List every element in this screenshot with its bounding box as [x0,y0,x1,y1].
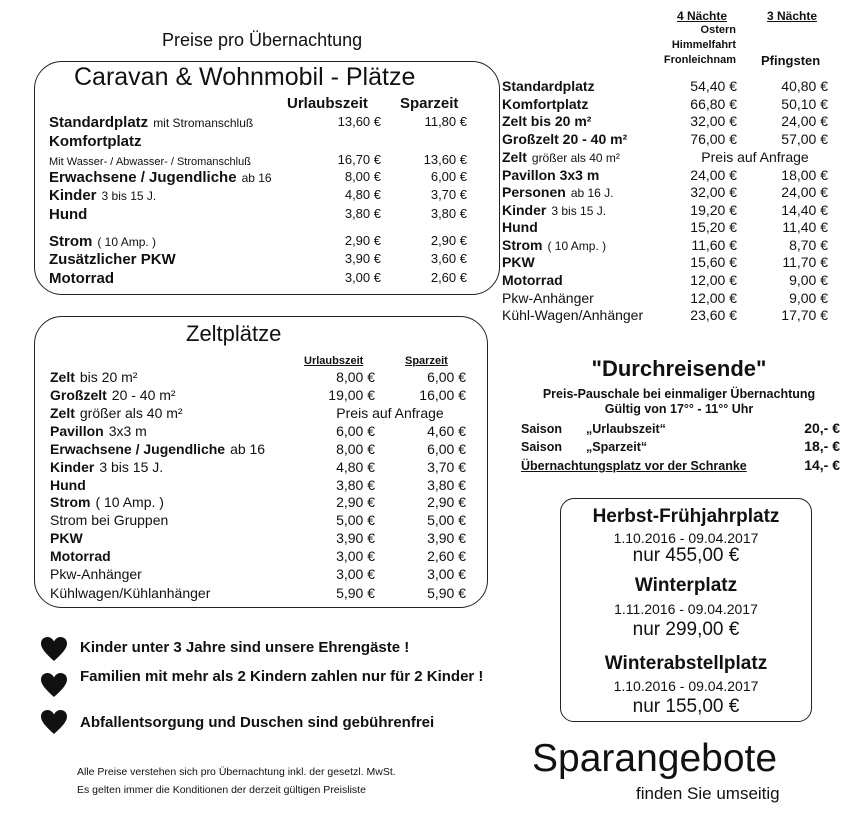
row-sublabel: Pkw-Anhänger [50,566,142,582]
row-sublabel: 20 - 40 m² [111,387,176,403]
row-label: Strom [49,233,93,250]
caravan-row [49,233,156,250]
sparangebote-title: Sparangebote [532,737,778,780]
price-col1: 8,00 € [344,169,381,184]
price-col1: 19,20 € [690,202,737,218]
row-label: Hund [49,206,88,223]
price-col2: 6,00 € [427,369,466,385]
caravan-col-sparzeit: Sparzeit [400,95,459,112]
row-label: Kinder [49,187,97,204]
row-label: Komfortplatz [49,133,142,150]
price-col2: 57,00 € [781,131,828,147]
zelt-row [50,441,265,457]
price-col2: 8,70 € [789,237,828,253]
row-sublabel: 3 bis 15 J. [99,459,164,475]
row-label: Zusätzlicher PKW [49,251,176,268]
price-col1: 13,60 € [337,114,381,129]
price-col1: 3,90 € [336,530,375,546]
zelt-row [50,566,142,582]
price-col1: 32,00 € [690,184,737,200]
package-row [502,202,606,218]
package-row [502,131,627,147]
price-col1: 4,80 € [336,459,375,475]
price-col1: 6,00 € [336,423,375,439]
zelt-row [50,512,168,528]
price-col1: 76,00 € [690,131,737,147]
row-sublabel: Kühlwagen/Kühlanhänger [50,585,211,601]
price-col2: 9,00 € [789,272,828,288]
durch-season-name: „Sparzeit“ [586,440,648,454]
heart-icon [40,636,68,662]
package-row [502,113,591,129]
durch-season-label: Saison [521,440,562,454]
row-label: Personen [502,184,566,200]
price-on-request: Preis auf Anfrage [701,149,809,165]
price-col2: 14,40 € [781,202,828,218]
winter-offer-price: nur 299,00 € [632,619,740,640]
price-col1: 3,00 € [336,566,375,582]
row-sublabel: ( 10 Amp. ) [547,239,607,253]
caravan-row [49,251,176,268]
price-col2: 3,80 € [430,206,467,221]
price-col2: 11,40 € [782,219,828,235]
price-col1: 16,70 € [337,152,381,167]
zelt-title: Zeltplätze [186,321,282,346]
zelt-row [50,387,176,403]
price-col2: 9,00 € [789,290,828,306]
zelt-row [50,548,111,564]
row-label: PKW [50,530,83,546]
caravan-row [49,206,87,223]
winter-offer-dates: 1.10.2016 - 09.04.2017 [613,678,759,694]
row-label: Pavillon [50,423,104,439]
price-col1: 2,90 € [336,494,375,510]
note-text: Kinder unter 3 Jahre sind unsere Ehrengäste ! [80,639,410,656]
price-col1: 8,00 € [336,441,375,457]
row-label: Zelt [502,149,527,165]
price-col1: 54,40 € [690,78,737,94]
price-col2: 6,00 € [430,169,467,184]
price-col1: 3,80 € [336,477,375,493]
durchreisende-title: "Durchreisende" [591,356,767,381]
row-label: Kinder [50,459,95,475]
price-col1: 66,80 € [690,96,737,112]
row-sublabel: ab 16 [241,171,272,185]
zelt-row [50,369,137,385]
price-col2: 24,00 € [781,113,828,129]
price-col2: 17,70 € [781,307,828,323]
price-col1: 3,80 € [344,206,381,221]
price-col2: 16,00 € [419,387,466,403]
pkg-col1-sub1: Ostern [700,24,736,36]
pkg-col2-sub: Pfingsten [761,53,821,68]
row-sublabel: mit Stromanschluß [153,116,254,130]
row-label: Hund [50,477,86,493]
price-col1: 11,60 € [691,237,737,253]
price-col2: 5,00 € [427,512,466,528]
pkg-col2-head: 3 Nächte [767,9,818,23]
price-col1: 3,00 € [336,548,375,564]
price-col2: 4,60 € [427,423,466,439]
durch-season-label: Saison [521,422,562,436]
price-col1: 5,00 € [336,512,375,528]
row-label: Strom [50,494,91,510]
price-col2: 3,00 € [427,566,466,582]
package-row [502,184,614,200]
price-col1: 3,90 € [344,251,381,266]
package-row [502,167,599,183]
row-label: Pavillon 3x3 m [502,167,600,183]
winter-offer-title: Herbst-Frühjahrplatz [592,506,780,527]
price-col2: 3,70 € [427,459,466,475]
zelt-col-sparzeit: Sparzeit [405,355,448,367]
price-col2: 13,60 € [423,152,467,167]
price-col2: 2,90 € [427,494,466,510]
price-col1: 2,90 € [344,233,381,248]
row-label: Großzelt 20 - 40 m² [502,131,628,147]
price-col2: 3,90 € [427,530,466,546]
row-label: Motorrad [49,270,114,287]
durchreisende-line2: Gültig von 17°° - 11°° Uhr [604,402,754,416]
price-col1: 19,00 € [328,387,375,403]
package-row [502,78,595,94]
caravan-row [49,187,156,204]
package-row [502,272,563,288]
row-label: Zelt bis 20 m² [502,113,592,129]
price-col2: 2,90 € [430,233,467,248]
row-sublabel: Mit Wasser- / Abwasser- / Stromanschluß [49,156,251,168]
row-label: Hund [502,219,538,235]
winter-offer-dates: 1.10.2016 - 09.04.2017 [613,530,759,546]
zelt-row [50,423,147,439]
package-row [502,219,538,235]
price-col1: 15,20 € [690,219,737,235]
price-col1: 32,00 € [690,113,737,129]
winter-offer-price: nur 455,00 € [632,545,740,566]
row-label: Komfortplatz [502,96,589,112]
row-sublabel: Pkw-Anhänger [502,290,594,306]
prices-per-night-title: Preise pro Übernachtung [162,30,363,50]
package-row [502,149,620,165]
price-col2: 40,80 € [781,78,828,94]
winter-offer-title: Winterabstellplatz [604,653,768,674]
row-label: Zelt [50,369,75,385]
durchreisende-line1: Preis-Pauschale bei einmaliger Übernachtung [542,387,816,401]
row-sublabel: ab 16 J. [570,186,614,200]
winter-offer-price: nur 155,00 € [632,696,740,717]
durch-price: 20,- € [804,420,840,436]
price-col1: 8,00 € [336,369,375,385]
package-row [502,237,606,253]
row-sublabel: bis 20 m² [79,369,138,385]
pkg-col1-head: 4 Nächte [677,9,728,23]
price-col2: 3,60 € [430,251,467,266]
price-col1: 15,60 € [690,254,737,270]
zelt-row [50,585,210,601]
zelt-row [50,530,83,546]
winter-offer-title: Winterplatz [634,575,738,596]
price-col2: 11,80 € [424,114,467,129]
row-label: Standardplatz [502,78,595,94]
price-col1: 24,00 € [690,167,737,183]
row-sublabel: ab 16 [230,441,266,457]
row-sublabel: ( 10 Amp. ) [97,235,157,249]
row-sublabel: größer als 40 m² [79,405,183,421]
row-label: Strom [502,237,543,253]
price-col2: 3,70 € [430,187,467,202]
durch-season-name: „Urlaubszeit“ [586,422,666,436]
caravan-col-urlaubszeit: Urlaubszeit [287,95,368,112]
price-col2: 2,60 € [427,548,466,564]
price-col2: 5,90 € [427,585,466,601]
note-text: Familien mit mehr als 2 Kindern zahlen nur für 2 Kinder ! [80,668,484,685]
caravan-row [49,152,251,169]
price-col1: 4,80 € [344,187,381,202]
zelt-row [50,405,183,421]
durch-gate-label: Übernachtungsplatz vor der Schranke [521,459,747,473]
package-row [502,307,643,323]
price-col1: 23,60 € [690,307,737,323]
row-label: PKW [502,254,535,270]
row-sublabel: ( 10 Amp. ) [95,494,164,510]
durch-price: 18,- € [804,438,840,454]
price-col1: 12,00 € [690,290,737,306]
package-row [502,96,588,112]
price-col2: 3,80 € [427,477,466,493]
caravan-title: Caravan & Wohnmobil - Plätze [74,63,416,91]
row-label: Motorrad [50,548,111,564]
zelt-row [50,477,86,493]
footer-vat-note: Alle Preise verstehen sich pro Übernachtung inkl. der gesetzl. MwSt. [77,766,396,778]
caravan-row [49,133,142,150]
price-col2: 50,10 € [781,96,828,112]
heart-icon [40,672,68,698]
caravan-row [49,114,253,131]
sparangebote-subtitle: finden Sie umseitig [636,784,780,803]
price-col2: 2,60 € [430,270,467,285]
package-row [502,254,535,270]
price-col2: 11,70 € [782,254,828,270]
price-col1: 12,00 € [690,272,737,288]
price-col2: 6,00 € [427,441,466,457]
package-row [502,290,594,306]
price-col1: 5,90 € [336,585,375,601]
zelt-row [50,459,163,475]
footer-conditions-note: Es gelten immer die Konditionen der derzeit gültigen Preisliste [77,784,366,796]
row-sublabel: größer als 40 m² [531,151,620,165]
heart-icon [40,709,68,735]
row-label: Erwachsene / Jugendliche [49,169,237,186]
caravan-row [49,169,272,186]
row-label: Großzelt [50,387,107,403]
price-on-request: Preis auf Anfrage [336,405,444,421]
price-col2: 24,00 € [781,184,828,200]
winter-offer-dates: 1.11.2016 - 09.04.2017 [614,601,758,617]
zelt-col-urlaubszeit: Urlaubszeit [304,355,364,367]
price-col2: 18,00 € [781,167,828,183]
pkg-col1-sub3: Fronleichnam [663,54,736,66]
note-text: Abfallentsorgung und Duschen sind gebührenfrei [80,714,435,731]
row-label: Motorrad [502,272,563,288]
price-col1: 3,00 € [344,270,381,285]
row-label: Kinder [502,202,547,218]
zelt-row [50,494,164,510]
row-sublabel: Kühl-Wagen/Anhänger [502,307,644,323]
pkg-col1-sub2: Himmelfahrt [671,39,736,51]
row-label: Erwachsene / Jugendliche [50,441,226,457]
row-sublabel: 3x3 m [108,423,147,439]
row-label: Standardplatz [49,114,149,131]
durch-price: 14,- € [804,457,840,473]
row-sublabel: 3 bis 15 J. [551,204,607,218]
row-sublabel: Strom bei Gruppen [50,512,169,528]
caravan-row [49,270,114,287]
row-sublabel: 3 bis 15 J. [101,189,157,203]
row-label: Zelt [50,405,75,421]
